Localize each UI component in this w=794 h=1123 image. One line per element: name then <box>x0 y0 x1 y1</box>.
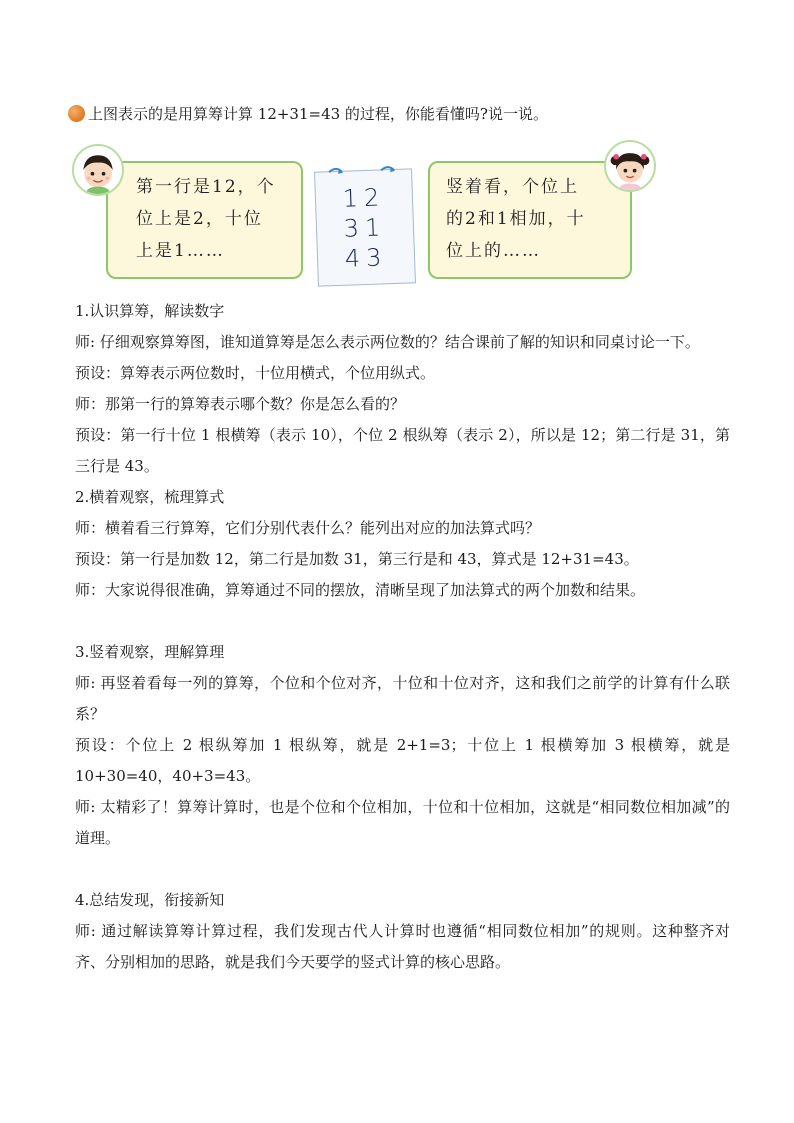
dialogue-line: 预设：算筹表示两位数时，十位用横式，个位用纵式。 <box>75 364 436 382</box>
curved-arrow-icon <box>327 166 345 181</box>
dialogue-line: 预设：第一行十位 1 根横筹（表示 10），个位 2 根纵筹（表示 2），所以是 12；第二行是 31，第三行是 43。 <box>75 426 730 475</box>
left-bubble-line: 位上是2，十位 <box>136 209 263 229</box>
dialogue-line: 师: 太精彩了！算筹计算时，也是个位和个位相加，十位和十位相加，这就是“相同数位相加减”的道理。 <box>75 798 730 847</box>
orange-dot-icon <box>68 105 85 122</box>
boy-avatar-icon <box>72 144 124 196</box>
intro-line <box>68 100 748 126</box>
illustration <box>70 140 650 290</box>
left-bubble-line: 第一行是12，个 <box>136 177 276 197</box>
girl-avatar-icon <box>604 140 656 192</box>
section-heading: 3.竖着观察，理解算理 <box>75 643 225 661</box>
lesson-body <box>75 296 730 978</box>
section-heading: 1.认识算筹，解读数字 <box>75 302 225 320</box>
dialogue-line: 师: 再竖着看每一列的算筹，个位和个位对齐，十位和十位对齐，这和我们之前学的计算有什么联系？ <box>75 674 730 723</box>
dialogue-line: 预设：个位上 2 根纵筹加 1 根纵筹，就是 2+1=3；十位上 1 根横筹加 3 根横筹，就是 10+30=40，40+3=43。 <box>75 736 730 785</box>
dialogue-line: 师: 通过解读算筹计算过程，我们发现古代人计算时也遵循“相同数位相加”的规则。这种整齐对齐、分别相加的思路，就是我们今天要学的竖式计算的核心思路。 <box>75 922 730 971</box>
left-speech-bubble <box>106 161 303 279</box>
dialogue-line: 师：横着看三行算筹，它们分别代表什么？能列出对应的加法算式吗？ <box>75 519 541 537</box>
rod-numbers <box>315 181 414 274</box>
rod-row: 43 <box>344 243 388 273</box>
dialogue-line: 预设：第一行是加数 12，第二行是加数 31，第三行是和 43，算式是 12+31=43。 <box>75 550 639 568</box>
dialogue-line: 师：大家说得很准确，算筹通过不同的摆放，清晰呈现了加法算式的两个加数和结果。 <box>75 581 646 599</box>
intro-text: 上图表示的是用算筹计算 12+31=43 的过程，你能看懂吗?说一说。 <box>88 104 548 123</box>
curved-arrow-icon <box>379 164 397 179</box>
right-bubble-line: 竖着看，个位上 <box>446 177 579 197</box>
left-bubble-line: 上是1…… <box>136 241 225 261</box>
right-speech-bubble <box>428 161 632 279</box>
right-bubble-line: 位上的…… <box>446 241 541 261</box>
dialogue-line: 师: 仔细观察算筹图，谁知道算筹是怎么表示两位数的？结合课前了解的知识和同桌讨论一下。 <box>75 333 700 351</box>
section-heading: 2.横着观察，梳理算式 <box>75 488 225 506</box>
right-bubble-line: 的2和1相加，十 <box>446 209 586 229</box>
rod-row: 12 <box>342 183 386 213</box>
rod-numeral-card <box>314 168 416 286</box>
dialogue-line: 师：那第一行的算筹表示哪个数？你是怎么看的？ <box>75 395 406 413</box>
section-heading: 4.总结发现，衔接新知 <box>75 891 225 909</box>
rod-row: 31 <box>343 213 387 243</box>
